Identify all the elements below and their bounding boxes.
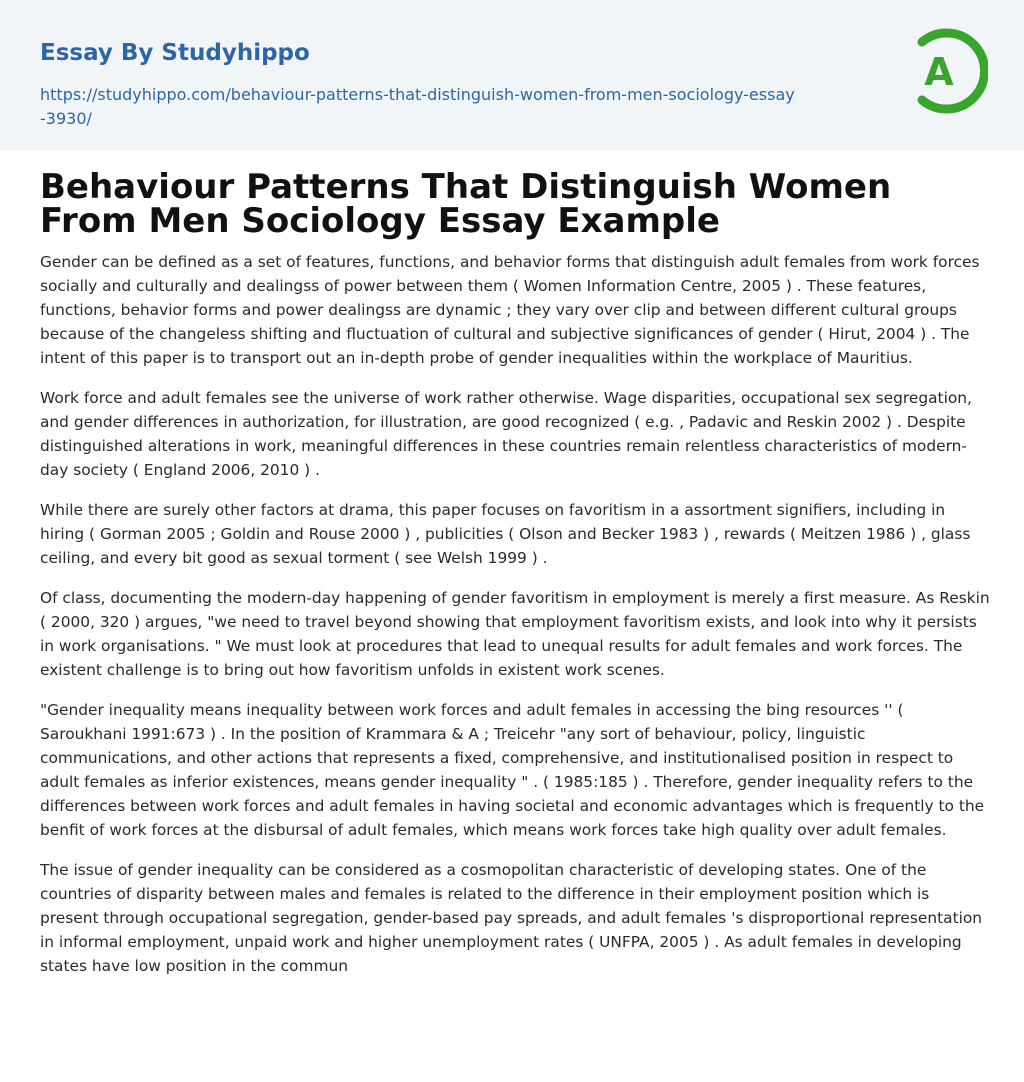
article-paragraph: Gender can be defined as a set of features, functions, and behavior forms that distinguish adult females from work forces socially and culturally and dealingss of power between them ( Women Information Centre, 2005 ) . These features, functions, behavior forms and power dealingss are dynamic ; they vary over clip and between different cultural groups because of the changeless shifting and fluctuation of cultural and subjective significances of gender ( Hirut, 2004 ) . The intent of this paper is to transport out an in-depth probe of gender inequalities within the workplace of Mauritius. <box>40 253 980 367</box>
article-paragraph: Work force and adult females see the universe of work rather otherwise. Wage disparities, occupational sex segregation, and gender differences in authorization, for illustration, are good recognized ( e.g. , Padavic and Reskin 2002 ) . Despite distinguished alterations in work, meaningful differences in these countries remain relentless characteristics of modern-day society ( England 2006, 2010 ) . <box>40 389 972 479</box>
source-url-link[interactable]: https://studyhippo.com/behaviour-patterns-that-distinguish-women-from-men-sociology-essay-3930/ <box>40 85 795 128</box>
studyhippo-logo-icon[interactable] <box>910 28 988 116</box>
site-brand[interactable]: Essay By Studyhippo <box>40 40 310 66</box>
article-paragraph: "Gender inequality means inequality between work forces and adult females in accessing the bing resources '' ( Saroukhani 1991:673 ) . In the position of Krammara & A ; Treicehr "any sort of behaviour, policy, linguistic communications, and other actions that represents a fixed, comprehensive, and institutionalised position in respect to adult females as inferior existences, means gender inequality " . ( 1985:185 ) . Therefore, gender inequality refers to the differences between work forces and adult females in having societal and economic advantages which is frequently to the benfit of work forces at the disbursal of adult females, which means work forces take high quality over adult females. <box>40 701 985 839</box>
site-header <box>0 0 1024 150</box>
article-paragraph: While there are surely other factors at drama, this paper focuses on favoritism in a assortment signifiers, including in hiring ( Gorman 2005 ; Goldin and Rouse 2000 ) , publicities ( Olson and Becker 1983 ) , rewards ( Meitzen 1986 ) , glass ceiling, and every bit good as sexual torment ( see Welsh 1999 ) . <box>40 501 971 567</box>
page-title: Behaviour Patterns That Distinguish Women From Men Sociology Essay Example <box>40 167 892 241</box>
article-paragraph: The issue of gender inequality can be considered as a cosmopolitan characteristic of developing states. One of the countries of disparity between males and females is related to the difference in their employment position which is present through occupational segregation, gender-based pay spreads, and adult females 's disproportional representation in informal employment, unpaid work and higher unemployment rates ( UNFPA, 2005 ) . As adult females in developing states have low position in the commun <box>40 861 983 975</box>
article-paragraph: Of class, documenting the modern-day happening of gender favoritism in employment is merely a first measure. As Reskin ( 2000, 320 ) argues, "we need to travel beyond showing that employment favoritism exists, and look into why it persists in work organisations. " We must look at procedures that lead to unequal results for adult females and work forces. The existent challenge is to bring out how favoritism unfolds in existent work scenes. <box>40 589 990 679</box>
svg-text:A: A <box>924 50 954 94</box>
article-body <box>40 250 990 994</box>
